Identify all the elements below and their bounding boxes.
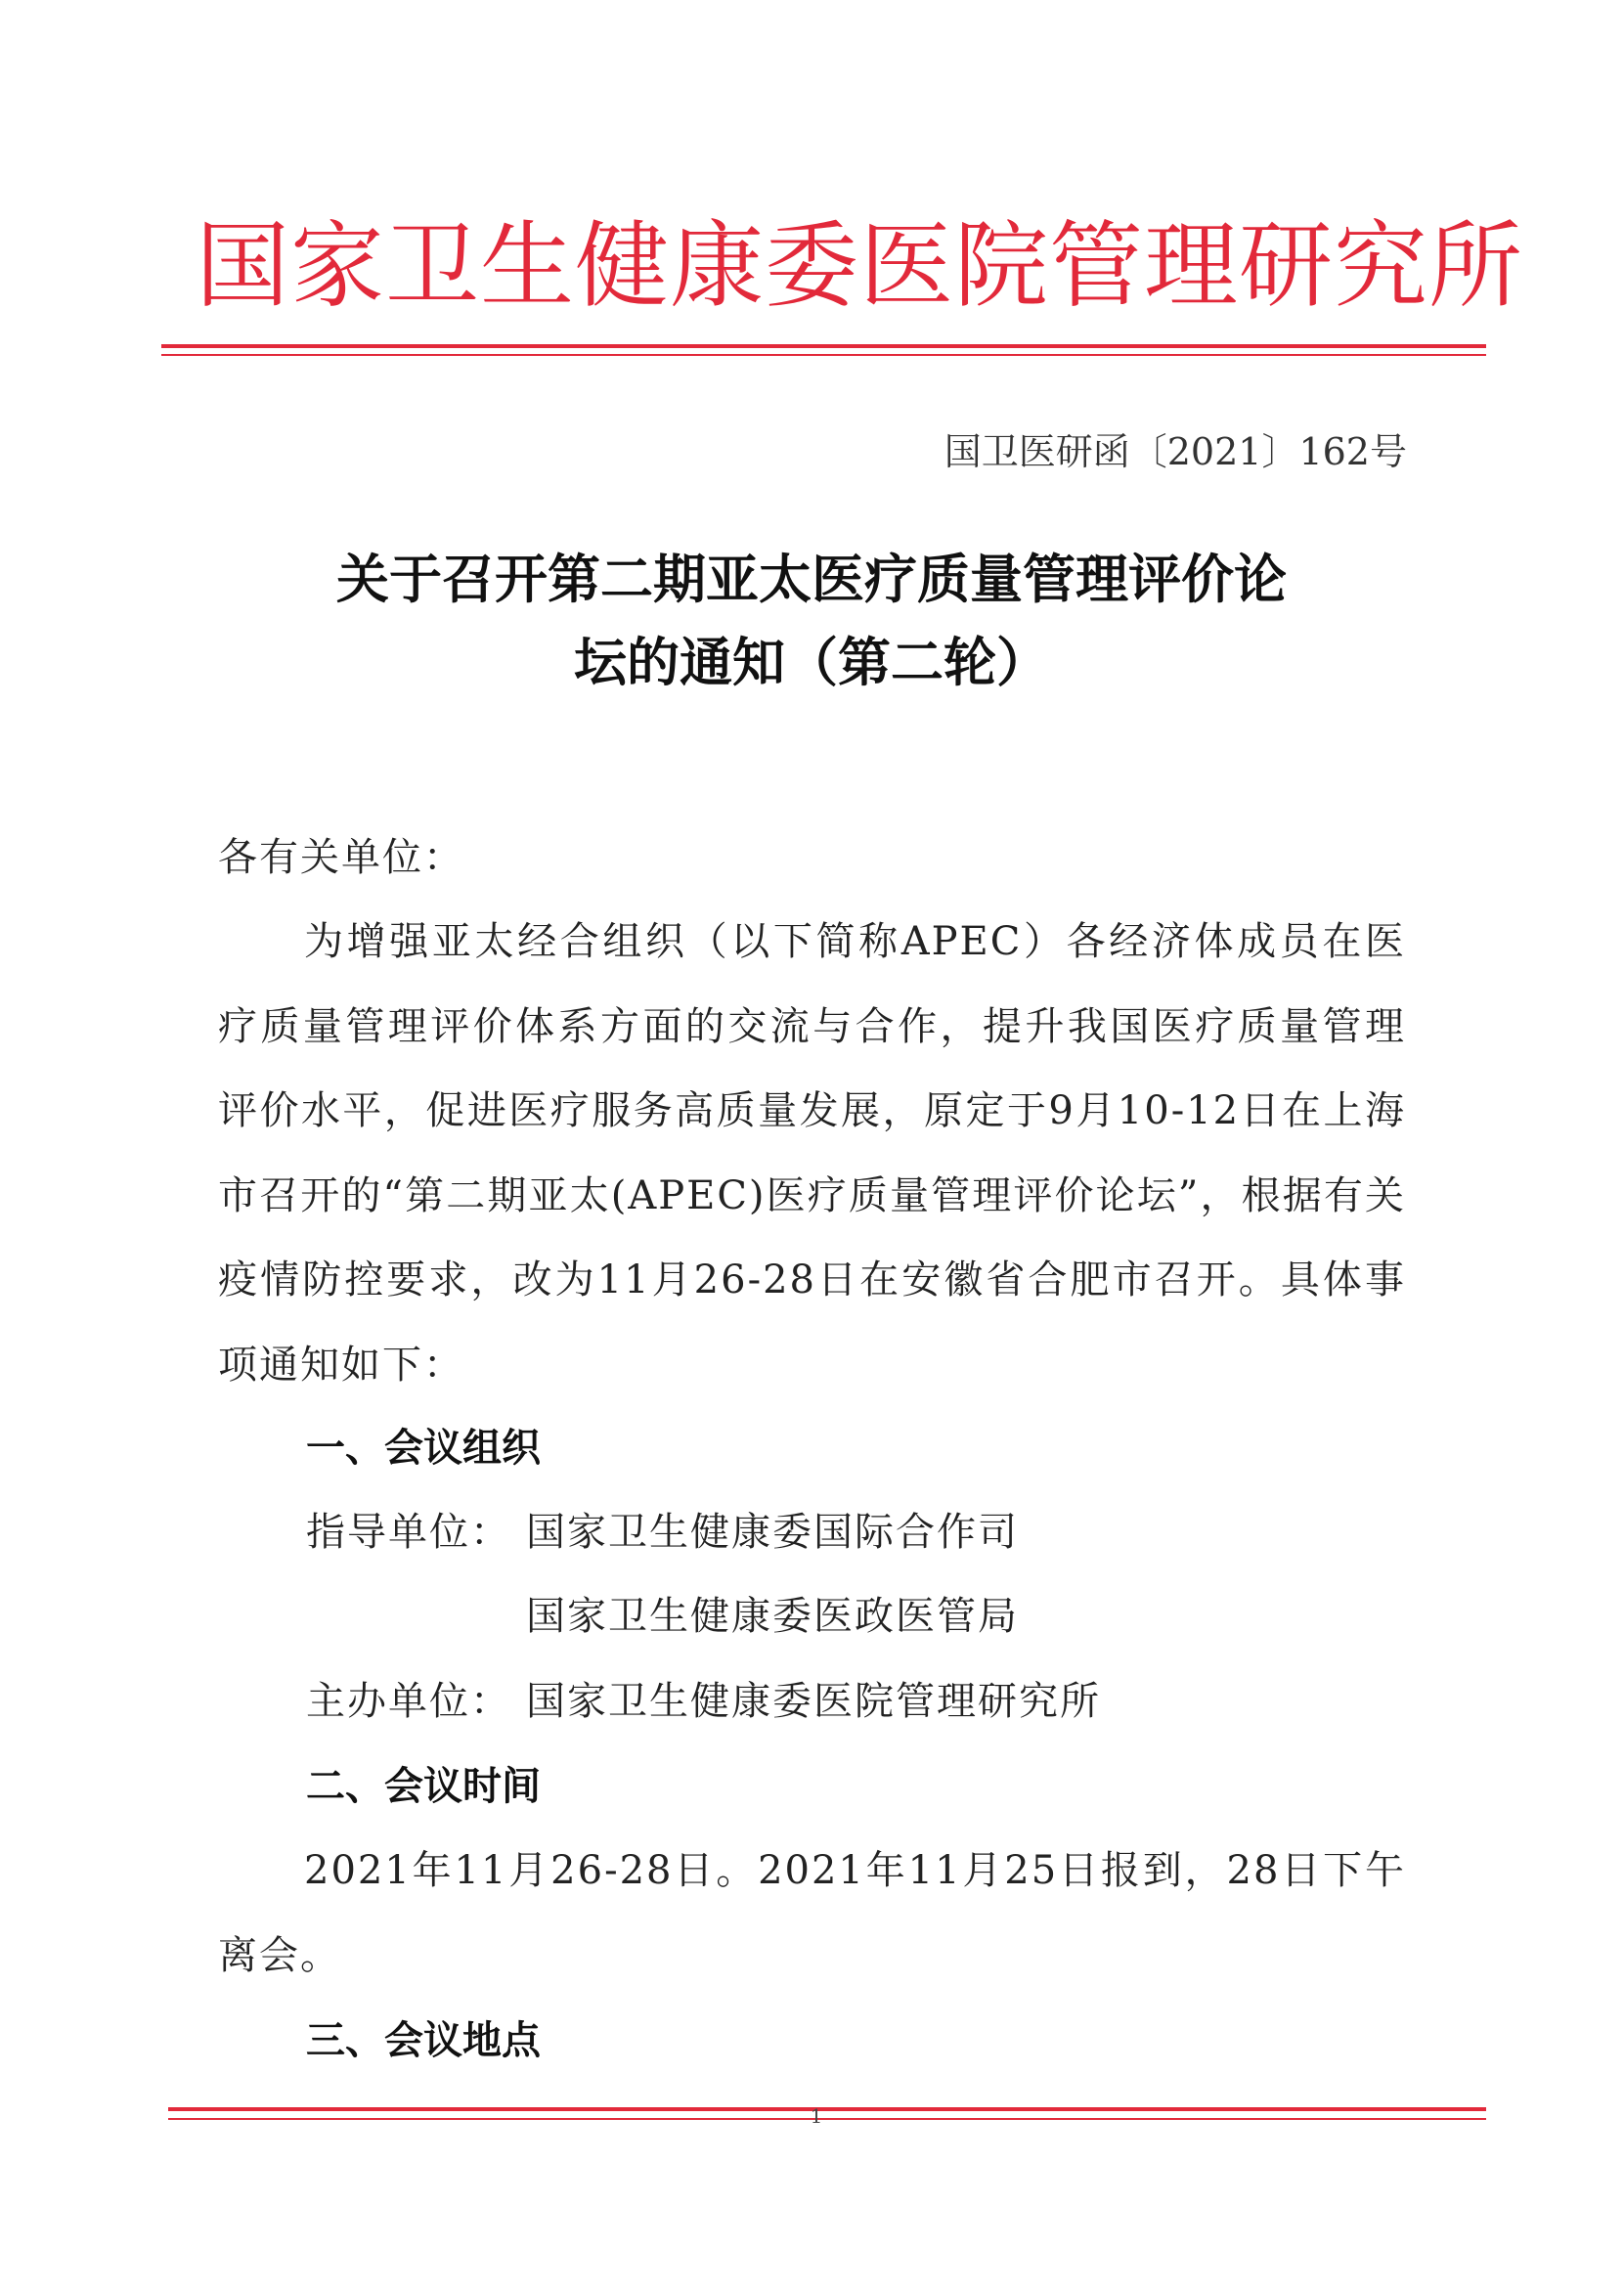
page-number: 1 [810,2104,823,2128]
guiding-unit-label: 指导单位： [306,1510,511,1555]
host-unit: 国家卫生健康委医院管理研究所 [526,1679,1101,1724]
section-heading-location: 三、会议地点 [306,2018,541,2063]
guiding-unit-1: 国家卫生健康委国际合作司 [526,1510,1019,1555]
guiding-unit-2: 国家卫生健康委医政医管局 [526,1594,1019,1639]
meeting-time-paragraph: 2021年11月26-28日。2021年11月25日报到，28日下午离会。 [218,1848,1406,1978]
section-heading-time: 二、会议时间 [306,1764,541,1809]
greeting: 各有关单位： [218,835,464,880]
host-unit-label: 主办单位： [306,1679,511,1724]
document-title [196,538,1427,704]
document-title-line2: 坛的通知（第二轮） [574,632,1049,693]
header-rule-thick [161,344,1486,348]
document-number: 国卫医研函〔2021〕162号 [944,430,1407,473]
intro-paragraph: 为增强亚太经合组织（以下简称APEC）各经济体成员在医疗质量管理评价体系方面的交流与合作，提升我国医疗质量管理评价水平，促进医疗服务高质量发展，原定于9月10-12日在上海市召开的“第二期亚太(APEC)医疗质量管理评价论坛”，根据有关疫情防控要求，改为11月26-28日在安徽省合肥市召开。具体事项通知如下： [218,919,1406,1388]
section-heading-organization: 一、会议组织 [306,1426,541,1471]
document-title-line1: 关于召开第二期亚太医疗质量管理评价论 [336,549,1287,610]
header-rule-thin [161,354,1486,356]
issuing-organization-title: 国家卫生健康委医院管理研究所 [196,211,1523,321]
